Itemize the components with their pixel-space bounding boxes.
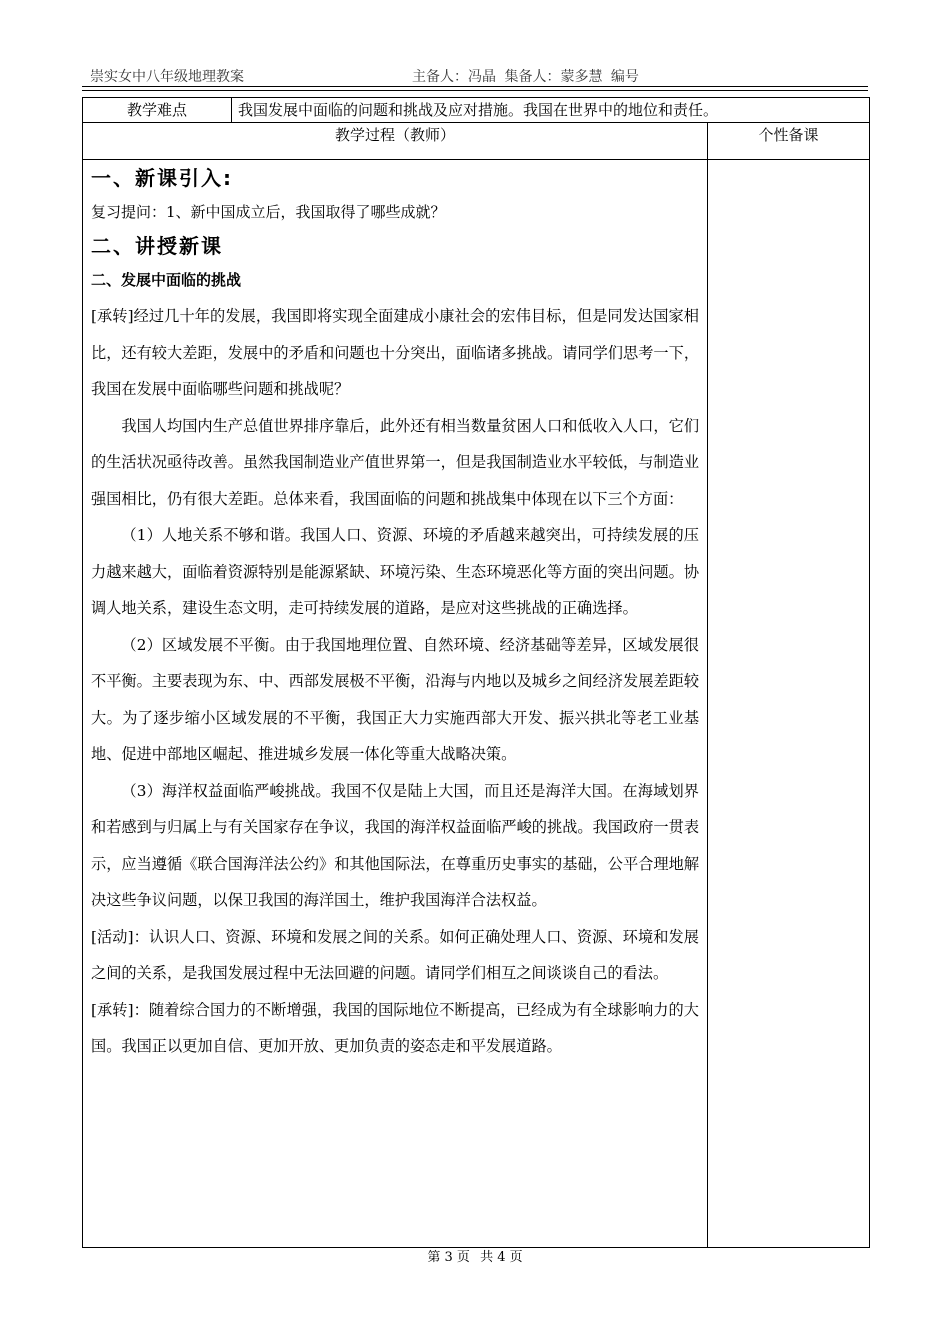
process-content bbox=[83, 160, 708, 1248]
difficulty-text: 我国发展中面临的问题和挑战及应对措施。我国在世界中的地位和责任。 bbox=[232, 98, 870, 123]
subsection-title: 二、发展中面临的挑战 bbox=[91, 271, 242, 289]
section-intro-title: 一、新课引入: bbox=[91, 166, 233, 190]
page-header bbox=[82, 64, 868, 87]
page-number: 第 3 页 bbox=[427, 1250, 470, 1265]
header-rule bbox=[82, 90, 868, 91]
lesson-plan-table bbox=[82, 97, 870, 1248]
page-total: 共 4 页 bbox=[480, 1250, 523, 1265]
difficulty-row bbox=[83, 98, 870, 123]
difficulty-label: 教学难点 bbox=[83, 98, 232, 123]
process-header: 教学过程（教师） bbox=[83, 123, 708, 160]
paragraph-transition: [承转]经过几十年的发展，我国即将实现全面建成小康社会的宏伟目标，但是同发达国家相比，还有较大差距，发展中的矛盾和问题也十分突出，面临诸多挑战。请同学们思考一下，我国在发展中面临哪些问题和挑战呢？ bbox=[91, 307, 699, 398]
paragraph-transition-2: [承转]：随着综合国力的不断增强，我国的国际地位不断提高，已经成为有全球影响力的大国。我国正以更加自信、更加开放、更加负责的姿态走和平发展道路。 bbox=[91, 1000, 699, 1055]
paragraph-point-2: （2）区域发展不平衡。由于我国地理位置、自然环境、经济基础等差异，区域发展很不平衡。主要表现为东、中、西部发展极不平衡，沿海与内地以及城乡之间经济发展差距较大。为了逐步缩小区域发展的不平衡，我国正大力实施西部大开发、振兴拱北等老工业基地、促进中部地区崛起、推进城乡发展一体化等重大战略决策。 bbox=[91, 635, 699, 763]
paragraph-point-3: （3）海洋权益面临严峻挑战。我国不仅是陆上大国，而且还是海洋大国。在海域划界和若感到与归属上与有关国家存在争议，我国的海洋权益面临严峻的挑战。我国政府一贯表示，应当遵循《联合国海洋法公约》和其他国际法，在尊重历史事实的基础，公平合理地解决这些争议问题，以保卫我国的海洋国土，维护我国海洋合法权益。 bbox=[91, 781, 699, 909]
paragraph-overview: 我国人均国内生产总值世界排序靠后，此外还有相当数量贫困人口和低收入人口，它们的生活状况亟待改善。虽然我国制造业产值世界第一，但是我国制造业水平较低，与制造业强国相比，仍有很大差距。总体来看，我国面临的问题和挑战集中体现在以下三个方面： bbox=[91, 416, 699, 508]
review-question: 复习提问：1、新中国成立后，我国取得了哪些成就？ bbox=[91, 203, 446, 221]
school-title: 崇实女中八年级地理教案 bbox=[90, 69, 244, 85]
personal-notes-cell bbox=[708, 160, 870, 1248]
process-body-row bbox=[83, 160, 870, 1248]
paragraph-point-1: （1）人地关系不够和谐。我国人口、资源、环境的矛盾越来越突出，可持续发展的压力越来越大，面临着资源特别是能源紧缺、环境污染、生态环境恶化等方面的突出问题。协调人地关系，建设生态文明，走可持续发展的道路，是应对这些挑战的正确选择。 bbox=[91, 526, 699, 617]
process-header-row bbox=[83, 123, 870, 160]
page-footer bbox=[0, 1246, 950, 1265]
paragraph-activity: [活动]：认识人口、资源、环境和发展之间的关系。如何正确处理人口、资源、环境和发展之间的关系，是我国发展过程中无法回避的问题。请同学们相互之间谈谈自己的看法。 bbox=[91, 927, 699, 982]
notes-header: 个性备课 bbox=[708, 123, 870, 160]
preparer-info: 主备人：冯晶 集备人：蒙多慧 编号 bbox=[412, 69, 639, 85]
section-teaching-title: 二、讲授新课 bbox=[91, 234, 223, 258]
